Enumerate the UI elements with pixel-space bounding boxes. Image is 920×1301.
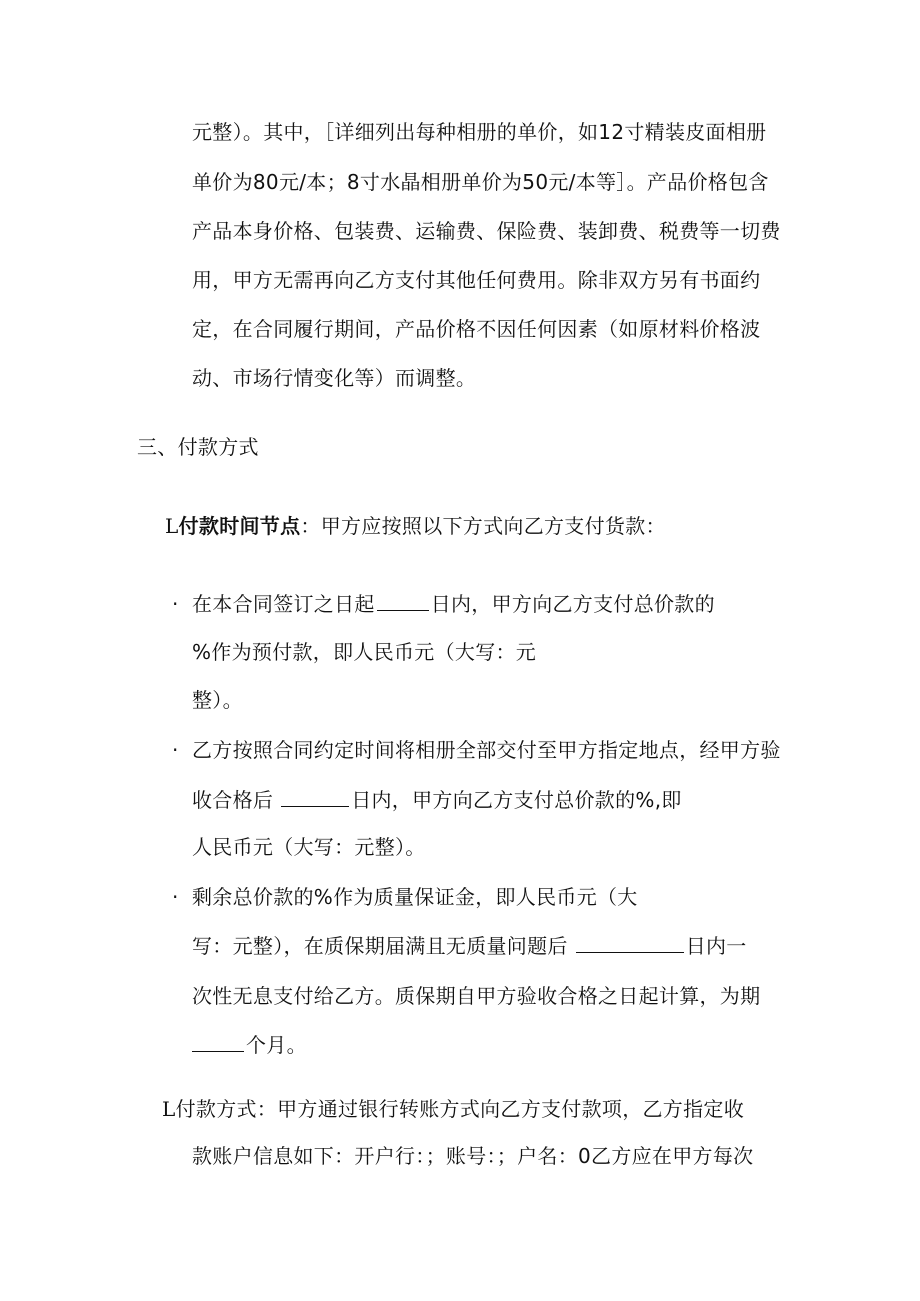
section-heading: 三、付款方式 <box>137 435 259 459</box>
fill-blank <box>192 1033 244 1052</box>
bullet-marker: · <box>172 592 179 616</box>
bullet-marker: · <box>172 738 179 762</box>
paragraph-line: 用，甲方无需再向乙方支付其他任何费用。除非双方另有书面约 <box>192 268 761 292</box>
bullet3-line2 <box>192 932 747 960</box>
paragraph-line: 定，在合同履行期间，产品价格不因任何因素（如原材料价格波 <box>192 317 761 341</box>
payment-method-line2: 款账户信息如下：开户行：；账号：；户名：0乙方应在甲方每次 <box>192 1144 754 1168</box>
payment-method-line1 <box>162 1095 744 1123</box>
fill-blank <box>281 788 349 807</box>
bullet3-line1: 剩余总价款的%作为质量保证金，即人民币元（大 <box>192 885 638 909</box>
fill-blank <box>576 934 684 953</box>
payment-time-text: ：甲方应按照以下方式向乙方支付货款： <box>300 514 666 538</box>
bullet2-text-b: 日内，甲方向乙方支付总价款的%,即 <box>351 788 682 812</box>
payment-time-line <box>165 512 666 540</box>
paragraph-line: 产品本身价格、包装费、运输费、保险费、装卸费、税费等一切费 <box>192 219 781 243</box>
bullet-marker: · <box>172 885 179 909</box>
item-prefix: L <box>162 1097 176 1121</box>
paragraph-line: 单价为80元/本；8寸水晶相册单价为50元/本等］。产品价格包含 <box>192 170 769 194</box>
bullet1-line1 <box>192 590 715 618</box>
bullet1-text-a: 在本合同签订之日起 <box>192 592 375 616</box>
bullet2-text-a: 收合格后 <box>192 788 274 812</box>
bullet1-line3: 整）。 <box>192 688 243 712</box>
paragraph-line: 动、市场行情变化等）而调整。 <box>192 366 477 390</box>
bullet3-text-b: 个月。 <box>246 1033 307 1057</box>
bullet3-text-b: 日内一 <box>685 934 747 958</box>
bullet1-line2: %作为预付款，即人民币元（大写：元 <box>192 640 537 664</box>
bullet2-line1: 乙方按照合同约定时间将相册全部交付至甲方指定地点，经甲方验 <box>192 738 781 762</box>
bullet2-line2 <box>192 786 682 814</box>
bullet3-line4 <box>192 1031 307 1059</box>
bullet1-text-b: 日内，甲方向乙方支付总价款的 <box>430 592 715 616</box>
bullet3-line3: 次性无息支付给乙方。质保期自甲方验收合格之日起计算，为期 <box>192 984 761 1008</box>
payment-method-text: 付款方式：甲方通过银行转账方式向乙方支付款项，乙方指定收 <box>175 1097 744 1121</box>
bullet2-line3: 人民币元（大写：元整）。 <box>192 835 426 859</box>
bullet3-text-a: 写：元整），在质保期届满且无质量问题后 <box>192 934 568 958</box>
item-prefix: L <box>165 514 179 538</box>
payment-time-label: 付款时间节点 <box>178 514 301 538</box>
paragraph-line: 元整）。其中，［详细列出每种相册的单价，如12寸精装皮面相册 <box>192 120 767 144</box>
fill-blank <box>377 592 429 611</box>
